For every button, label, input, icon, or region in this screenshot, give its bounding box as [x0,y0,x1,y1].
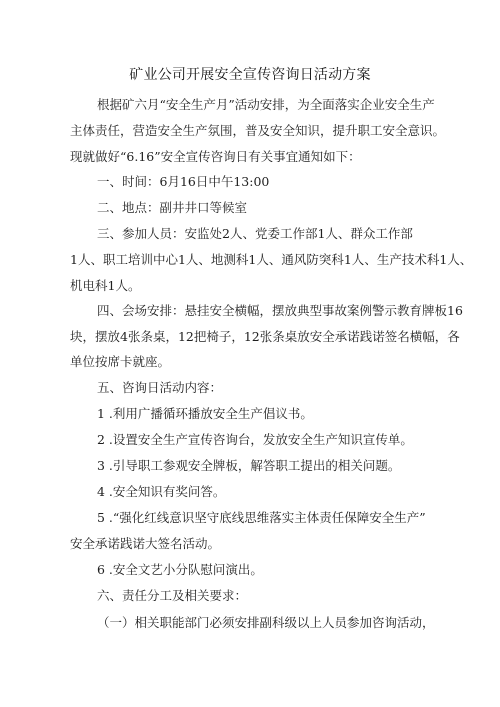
paragraph-line: 四、会场安排：悬挂安全横幅，摆放典型事故案例警示教育牌板16 [97,303,463,318]
paragraph-line: 5 .“强化红线意识坚守底线思维落实主体责任保障安全生产” [97,510,426,525]
paragraph-line: 1人、职工培训中心1人、地测科1人、通风防突科1人、生产技术科1人、 [70,252,473,267]
paragraph-line: 主体责任，营造安全生产氛围，普及安全知识，提升职工安全意识。 [70,123,446,138]
paragraph-line: 五、咨询日活动内容： [97,380,223,395]
paragraph-line: 六、责任分工及相关要求： [97,588,248,603]
paragraph-line: 4 .安全知识有奖问答。 [97,484,226,499]
paragraph-line: 1 .利用广播循环播放安全生产倡议书。 [97,406,313,421]
paragraph-line: 6 .安全文艺小分队慰问演出。 [97,562,263,577]
paragraph-line: 2 .设置安全生产宣传咨询台，发放安全生产知识宣传单。 [97,432,413,447]
paragraph-line: 一、时间：6月16日中午13:00 [97,174,270,189]
paragraph-line: 机电科1人。 [70,278,141,293]
document-title: 矿业公司开展安全宣传咨询日活动方案 [129,67,371,83]
paragraph-line: 3 .引导职工参观安全牌板，解答职工提出的相关问题。 [97,458,401,473]
paragraph-line: 现就做好“6.16”安全宣传咨询日有关事宜通知如下： [70,149,361,164]
paragraph-line: 块，摆放4张条桌，12把椅子，12张条桌放安全承诺践诺签名横幅，各 [70,329,460,344]
paragraph-line: 三、参加人员：安监处2人、党委工作部1人、群众工作部 [97,226,413,241]
paragraph-line: 安全承诺践诺大签名活动。 [70,536,221,551]
paragraph-line: 单位按席卡就座。 [70,354,171,369]
paragraph-line: 二、地点：副井井口等候室 [97,200,248,215]
paragraph-line: 根据矿六月“安全生产月”活动安排，为全面落实企业安全生产 [97,97,435,112]
paragraph-line: （一）相关职能部门必须安排副科级以上人员参加咨询活动， [97,615,435,630]
